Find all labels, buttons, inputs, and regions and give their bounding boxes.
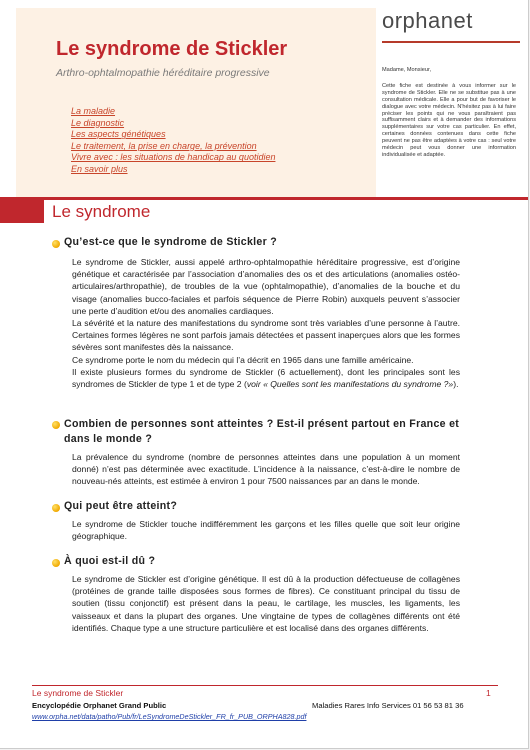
page-number: 1: [486, 688, 491, 698]
cross-reference: voir « Quelles sont les manifestations du syndrome ?»: [246, 379, 454, 390]
answer-paragraph: La sévérité et la nature des manifestations du syndrome sont très variables d’une personne à l’autre. Certaines formes légères ne sont parfois jamais détectées et passent inaperçues alors que les formes sévères sont manifestes dès la naissance.: [72, 318, 460, 353]
table-of-contents: [71, 106, 275, 176]
section-divider: [0, 197, 528, 200]
toc-link-vivre-avec[interactable]: Vivre avec : les situations de handicap au quotidien: [71, 152, 276, 163]
bullet-icon: [52, 421, 60, 429]
footer-contact: Maladies Rares Info Services 01 56 53 81 36: [312, 701, 464, 710]
reader-notice: [382, 67, 516, 159]
answer-text-end: ).: [453, 379, 459, 390]
notice-body: Cette fiche est destinée à vous informer sur le syndrome de Stickler. Elle ne se substitue pas à une consultation médicale. Elle a pour but de favoriser le dialogue avec votre médecin. N'hésitez pas à lui faire préciser les points qui ne vous paraîtraient pas suffisamment clairs et à demander des informations supplémentaires sur votre cas particulier. En effet, certaines données contenues dans cette fiche peuvent ne pas être adaptées à votre cas : seul votre médecin peut vous donner une information individualisée et adaptée.: [382, 82, 516, 158]
footer-encyclopedia: Encyclopédie Orphanet Grand Public: [32, 701, 167, 710]
answer-paragraph: Le syndrome de Stickler touche indifféremment les garçons et les filles quelle que soit leur origine géographique.: [72, 519, 460, 542]
toc-link-traitement[interactable]: Le traitement, la prise en charge, la prévention: [71, 140, 257, 151]
question-heading: Combien de personnes sont atteintes ? Est-il présent partout en France et dans le monde ?: [64, 418, 460, 445]
footer-url-link[interactable]: www.orpha.net/data/patho/Pub/fr/LeSyndromeDeStickler_FR_fr_PUB_ORPHA828.pdf: [32, 712, 307, 721]
answer-paragraph: Le syndrome de Stickler est d’origine génétique. Il est dû à la production défectueuse de collagènes (protéines de grande taille disposées sous formes de fibres). Ce constituant principal du tissu de soutien (tissu conjonctif) est présent dans la peau, le cartilage, les muscles, les ligaments, les vaisseaux et dans la plupart des organes. Une vingtaine de types de collagènes différents ont été identifiés. Chaque type a une structure particulière et est localisé dans des organes différents.: [72, 574, 460, 633]
toc-item[interactable]: [71, 106, 275, 118]
footer-divider: [32, 685, 498, 686]
toc-link-diagnostic[interactable]: Le diagnostic: [71, 117, 125, 128]
toc-item[interactable]: [71, 118, 275, 130]
bullet-icon: [52, 240, 60, 248]
answer-block: [72, 573, 460, 634]
toc-link-en-savoir-plus[interactable]: En savoir plus: [71, 163, 128, 174]
toc-item[interactable]: [71, 141, 275, 153]
section-title: Le syndrome: [52, 202, 151, 221]
section-marker: [0, 197, 44, 223]
answer-paragraph: Ce syndrome porte le nom du médecin qui l’a décrit en 1965 dans une famille américaine.: [72, 354, 414, 365]
notice-greeting: Madame, Monsieur,: [382, 67, 432, 73]
logo-underline: [382, 41, 520, 43]
toc-item[interactable]: [71, 129, 275, 141]
answer-block: [72, 451, 460, 488]
orphanet-logo: orphanet: [382, 8, 473, 33]
question-heading: À quoi est-il dû ?: [64, 555, 156, 567]
answer-paragraph: La prévalence du syndrome (nombre de personnes atteintes dans une population à un moment donné) n’est pas déterminée avec exactitude. L’incidence à la naissance, c’est-à-dire le nombre de nouveau-nés atteints, est estimée à environ 1 pour 7500 naissances par an dans le monde.: [72, 452, 460, 487]
bullet-icon: [52, 504, 60, 512]
bullet-icon: [52, 559, 60, 567]
toc-item[interactable]: [71, 164, 275, 176]
toc-link-maladie[interactable]: La maladie: [71, 106, 116, 116]
answer-text: Il existe plusieurs formes du syndrome de Stickler (6 actuellement), dont les principales sont les syndromes de Stickler de type 1 et de type 2 (: [72, 366, 460, 390]
toc-item[interactable]: [71, 152, 275, 164]
answer-block: [72, 256, 460, 390]
answer-paragraph: [72, 366, 460, 390]
toc-link-genetique[interactable]: Les aspects génétiques: [71, 129, 166, 140]
question-heading: Qui peut être atteint?: [64, 500, 178, 512]
question-heading: Qu’est-ce que le syndrome de Stickler ?: [64, 236, 278, 248]
page-subtitle: Arthro-ophtalmopathie héréditaire progressive: [56, 67, 270, 79]
page-title: Le syndrome de Stickler: [56, 38, 288, 60]
footer-title: Le syndrome de Stickler: [32, 688, 124, 698]
answer-block: [72, 518, 460, 542]
answer-paragraph: Le syndrome de Stickler, aussi appelé arthro-ophtalmopathie héréditaire progressive, est d’origine génétique et caractérisée par l’association d’anomalies des os et des articulations (anomalies ostéo-articulaires/arthropathie), de troubles de la vue (ophtalmopathie), d’anomalies de la bouche et du visage (anomalies bucco-faciales et parfois séquence de Pierre Robin) auxquels peuvent s’associer une perte d’audition et/ou des anomalies cardiaques.: [72, 257, 460, 316]
